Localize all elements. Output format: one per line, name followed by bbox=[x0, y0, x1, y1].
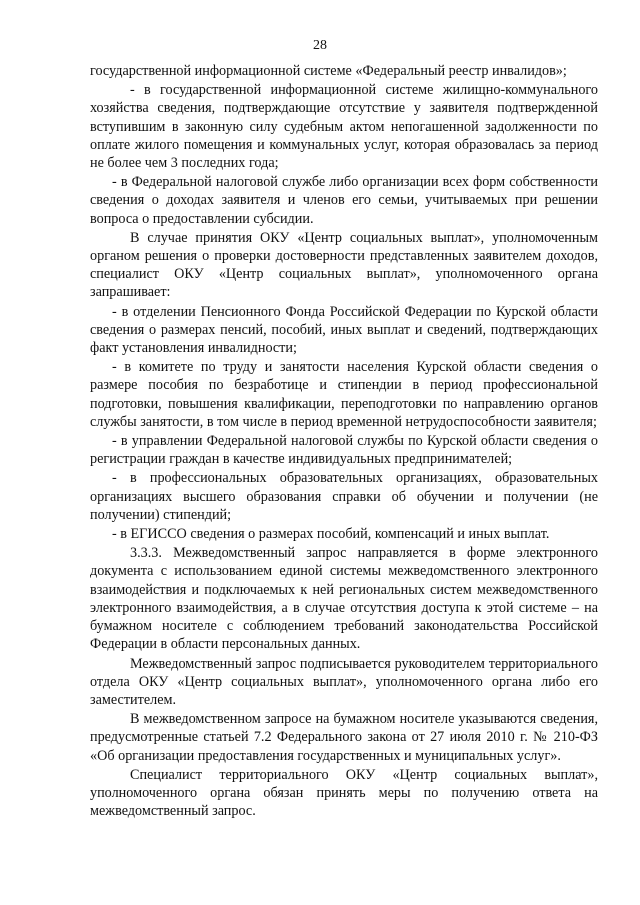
paragraph-11: Межведомственный запрос подписывается руководителем территориального отдела ОКУ «Центр социальных выплат», уполномоченного органа либо его заместителем. bbox=[90, 655, 598, 708]
paragraph-5: - в отделении Пенсионного Фонда Российской Федерации по Курской области сведения о размерах пенсий, пособий, иных выплат и сведений, подтверждающих факт установления инвалидности; bbox=[90, 303, 598, 357]
paragraph-13: Специалист территориального ОКУ «Центр социальных выплат», уполномоченного органа обязан принять меры по получению ответа на межведомственный запрос. bbox=[90, 766, 598, 820]
body-text bbox=[90, 62, 598, 820]
paragraph-8: - в профессиональных образовательных организациях, образовательных организациях высшего образования справки об обучении и получении (не получении) стипендий; bbox=[90, 470, 598, 523]
paragraph-7: - в управлении Федеральной налоговой службы по Курской области сведения о регистрации граждан в качестве индивидуальных предпринимателей; bbox=[90, 433, 598, 468]
paragraph-4: В случае принятия ОКУ «Центр социальных выплат», уполномоченным органом решения о проверки достоверности представленных заявителем доходов, специалист ОКУ «Центр социальных выплат», уполномоченного органа запрашивает: bbox=[90, 229, 598, 301]
paragraph-1: государственной информационной системе «Федеральный реестр инвалидов»; bbox=[90, 63, 567, 79]
paragraph-3: - в Федеральной налоговой службе либо организации всех форм собственности сведения о доходах заявителя и членов его семьи, учитываемых при решении вопроса о предоставлении субсидии. bbox=[90, 174, 598, 227]
paragraph-12: В межведомственном запросе на бумажном носителе указываются сведения, предусмотренные статьей 7.2 Федерального закона от 27 июля 2010 г. № 210-ФЗ «Об организации предоставления государственных и муниципальных услуг». bbox=[90, 711, 598, 764]
paragraph-9: - в ЕГИССО сведения о размерах пособий, компенсаций и иных выплат. bbox=[112, 526, 550, 543]
paragraph-6: - в комитете по труду и занятости населения Курской области сведения о размере пособия по безработице и стипендии в период профессиональной подготовки, повышения квалификации, переподготовки по направлению органов службы занятости, в том числе в период временной нетрудоспособности заявителя; bbox=[90, 359, 598, 430]
page-number: 28 bbox=[313, 38, 327, 53]
paragraph-2: - в государственной информационной системе жилищно-коммунального хозяйства сведения, подтверждающие отсутствие у заявителя подтвержденной вступившим в законную силу судебным актом непогашенной задолженности по оплате жилого помещения и коммунальных услуг, которая образовалась за период не более чем 3 последних года; bbox=[90, 82, 598, 172]
paragraph-10: 3.3.3. Межведомственный запрос направляется в форме электронного документа с использованием единой системы межведомственного электронного взаимодействия и подключаемых к ней региональных систем межведомственного электронного взаимодействия, а в случае отсутствия доступа к этой системе – на бумажном носителе с соблюдением требований законодательства Российской Федерации в области персональных данных. bbox=[90, 545, 598, 653]
